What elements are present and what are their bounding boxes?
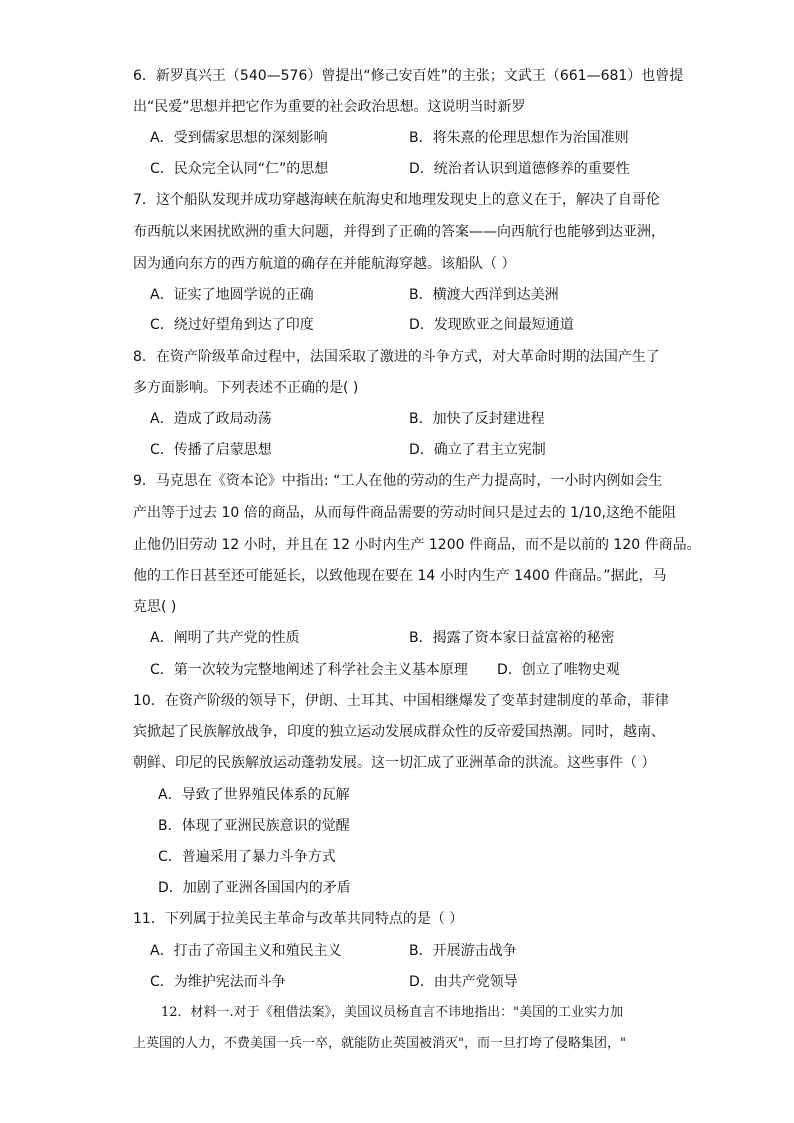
q7-stem-line-2: 布西航以来困扰欧洲的重大问题，并得到了正确的答案——向西航行也能够到达亚洲，	[133, 224, 665, 240]
q6-option-d: D．统治者认识到道德修养的重要性	[409, 161, 630, 177]
q7-option-a: A．证实了地圆学说的正确	[150, 287, 314, 303]
q8-option-c: C．传播了启蒙思想	[150, 442, 272, 458]
q12-stem-line-2: 上英国的人力，不费美国一兵一卒，就能防止英国被消灭"，而一旦打垮了侵略集团，"	[133, 1036, 626, 1051]
q8-option-a: A．造成了政局动荡	[150, 411, 272, 427]
q10-option-a: A．导致了世界殖民体系的瓦解	[158, 787, 350, 803]
q10-stem-line-2: 宾掀起了民族解放战争，印度的独立运动发展成群众性的反帝爱国热潮。同时，越南、	[133, 724, 665, 740]
q7-option-c: C．绕过好望角到达了印度	[150, 317, 314, 333]
q11-option-a: A．打击了帝国主义和殖民主义	[150, 943, 342, 959]
q9-stem-line-5: 克思( )	[133, 599, 177, 615]
q8-stem-line-2: 多方面影响。下列表述不正确的是( )	[133, 380, 359, 396]
q11-option-b: B．开展游击战争	[409, 943, 517, 959]
q10-option-d: D．加剧了亚洲各国国内的矛盾	[158, 880, 351, 896]
q9-stem-line-1: 9．马克思在《资本论》中指出: “工人在他的劳动的生产力提高时，一小时内例如会生	[133, 473, 663, 489]
q7-option-b: B．横渡大西洋到达美洲	[409, 287, 559, 303]
q10-option-c: C．普遍采用了暴力斗争方式	[158, 849, 336, 865]
q9-option-a: A．阐明了共产党的性质	[150, 630, 300, 646]
q7-stem-line-1: 7．这个船队发现并成功穿越海峡在航海史和地理发现史上的意义在于，解决了自哥伦	[133, 192, 660, 208]
q8-stem-line-1: 8．在资产阶级革命过程中，法国采取了激进的斗争方式，对大革命时期的法国产生了	[133, 349, 660, 365]
q6-stem-line-2: 出“民爱”思想并把它作为重要的社会政治思想。这说明当时新罗	[133, 99, 526, 115]
q9-stem-line-4: 他的工作日甚至还可能延长，以致他现在要在 14 小时内生产 1400 件商品。”据此，马	[133, 568, 667, 584]
q6-stem-line-1: 6．新罗真兴王（540—576）曾提出“修己安百姓”的主张；文武王（661—681）也曾提	[133, 68, 684, 84]
q12-stem-line-1: 12．材料一.对于《租借法案》，美国议员杨直言不讳地指出："美国的工业实力加	[161, 1005, 624, 1020]
q9-stem-line-3: 止他仍旧劳动 12 小时，并且在 12 小时内生产 1200 件商品，而不是以前的 120 件商品。	[133, 537, 701, 553]
q8-option-b: B．加快了反封建进程	[409, 411, 545, 427]
q7-stem-line-3: 因为通向东方的西方航道的确存在并能航海穿越。该船队（ ）	[133, 256, 516, 272]
q6-option-b: B．将朱熹的伦理思想作为治国准则	[409, 130, 629, 146]
q6-option-a: A．受到儒家思想的深刻影响	[150, 130, 328, 146]
q10-stem-line-3: 朝鲜、印尼的民族解放运动蓬勃发展。这一切汇成了亚洲革命的洪流。这些事件（ ）	[133, 755, 656, 771]
q9-option-c: C．第一次较为完整地阐述了科学社会主义基本原理	[150, 662, 468, 678]
q10-option-b: B．体现了亚洲民族意识的觉醒	[158, 818, 350, 834]
q9-stem-line-2: 产出等于过去 10 倍的商品，从而每件商品需要的劳动时间只是过去的 1/10,这绝不能阻	[133, 505, 677, 521]
q7-option-d: D．发现欧亚之间最短通道	[409, 317, 574, 333]
q9-option-b: B．揭露了资本家日益富裕的秘密	[409, 630, 615, 646]
q11-option-d: D．由共产党领导	[409, 974, 518, 990]
q9-option-d: D．创立了唯物史观	[497, 662, 620, 678]
q8-option-d: D．确立了君主立宪制	[409, 442, 546, 458]
q11-stem-line-1: 11．下列属于拉美民主革命与改革共同特点的是（ ）	[133, 911, 464, 927]
q11-option-c: C．为维护宪法而斗争	[150, 974, 286, 990]
q6-option-c: C．民众完全认同“仁”的思想	[150, 161, 329, 177]
q10-stem-line-1: 10．在资产阶级的领导下，伊朗、土耳其、中国相继爆发了变革封建制度的革命，菲律	[133, 693, 669, 709]
